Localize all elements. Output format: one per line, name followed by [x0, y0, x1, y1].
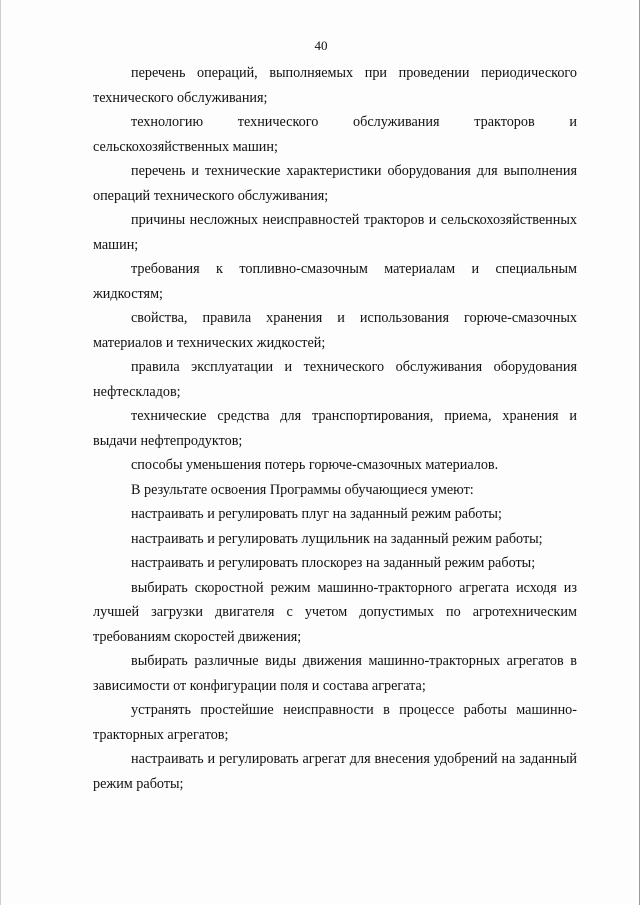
paragraph: способы уменьшения потерь горюче-смазочных материалов. [131, 457, 499, 473]
paragraph: В результате освоения Программы обучающиеся умеют: [131, 481, 474, 498]
paragraph: требования к топливно-смазочным материалам и специальным жидкостям; [93, 261, 577, 302]
paragraph: настраивать и регулировать плоскорез на заданный режим работы; [131, 555, 536, 571]
paragraph: настраивать и регулировать плуг на заданный режим работы; [131, 506, 502, 522]
page-number: 40 [314, 38, 328, 53]
paragraph: причины несложных неисправностей тракторов и сельскохозяйственных машин; [93, 212, 577, 253]
paragraph: технологию технического обслуживания тракторов и сельскохозяйственных машин; [93, 114, 577, 155]
paragraph: настраивать и регулировать лущильник на заданный режим работы; [131, 530, 543, 547]
paragraph: устранять простейшие неисправности в процессе работы машинно-тракторных агрегатов; [93, 702, 577, 743]
paragraph: настраивать и регулировать агрегат для внесения удобрений на заданный режим работы; [93, 751, 577, 792]
paragraph: выбирать скоростной режим машинно-тракторного агрегата исходя из лучшей загрузки двигателя с учетом допустимых по агротехническим требованиям скоростей движения; [93, 579, 577, 645]
paragraph: свойства, правила хранения и использования горюче-смазочных материалов и технических жидкостей; [93, 310, 577, 351]
paragraph: перечень и технические характеристики оборудования для выполнения операций технического обслуживания; [93, 163, 577, 204]
document-body [93, 61, 577, 796]
paragraph: выбирать различные виды движения машинно-тракторных агрегатов в зависимости от конфигурации поля и состава агрегата; [93, 653, 577, 694]
paragraph: перечень операций, выполняемых при проведении периодического технического обслуживания; [93, 65, 577, 106]
paragraph: правила эксплуатации и технического обслуживания оборудования нефтескладов; [93, 359, 577, 400]
paragraph: технические средства для транспортирования, приема, хранения и выдачи нефтепродуктов; [93, 408, 577, 449]
